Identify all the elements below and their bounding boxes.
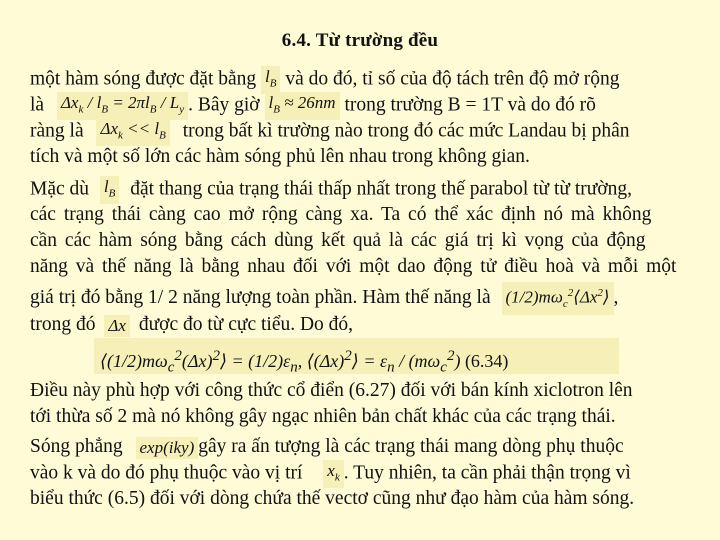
equation-6-34: $⟨(1/2)m\omega_c^2(\Delta x)^2⟩ = (1/2)\varepsilon_n$, $⟨(\Delta x)^2⟩ = \varepsilon_n / (m\omega_c^2)$ (6.34) [94,338,619,374]
text-line: cần các hàm sóng bằng cách dùng kết quả là các giá trị kì vọng của động [30,230,646,251]
text-line [30,176,710,204]
text-span: một hàm sóng được đặt bằng [30,68,257,90]
formula-lB: $l_B$ [261,66,280,94]
formula-lB: $l_B$ [100,176,119,204]
text-span: được đo từ cực tiểu. Do đó, [138,314,354,335]
formula-lB-value: $l_B \approx 26nm$ [265,92,340,120]
text-span: , [613,287,619,308]
text-line: tới thừa số 2 mà nó không gây ngạc nhiên bản chất khác của các trạng thái. [30,406,616,427]
text-line [30,282,710,315]
text-line [30,66,710,94]
text-line: các trạng thái càng cao mở rộng càng xa. Ta có thể xác định nó mà không [30,204,652,225]
text-line: Điều này phù hợp với công thức cổ điển (6.27) đối với bán kính xiclotron lên [30,380,633,401]
text-span: . Bây giờ [188,94,260,116]
text-line [30,460,710,488]
text-span: ràng là [30,120,84,142]
text-span: trong bất kì trường nào trong đó các mức Landau bị phân [182,120,630,142]
text-line [30,118,710,146]
formula-ratio: $\Delta x_k / l_B = 2\pi l_B / L_y$ [57,92,188,120]
text-span: đặt thang của trạng thái thấp nhất trong thế parabol từ từ trường, [130,178,633,200]
text-line [30,92,710,120]
text-line: tích và một số lớn các hàm sóng phủ lên nhau trong không gian. [30,146,530,167]
formula-plane-wave: exp(iky) [136,437,199,459]
text-span: gây ra ấn tượng là các trạng thái mang dòng phụ thuộc [198,436,624,457]
formula-potential: $(1/2)m\omega_c^2⟨\Delta x^2⟩$ [502,282,614,315]
text-span: và do đó, tỉ số của độ tách trên độ mở rộng [285,68,620,90]
formula-xk: $x_k$ [323,460,343,488]
section-title: 6.4. Từ trường đều [281,30,439,51]
formula-delta-x: Δx [104,315,130,337]
text-span: vào k và do đó phụ thuộc vào vị trí [30,462,303,484]
text-line: năng và thế năng là bằng nhau đối với một dao động tử điều hoà và mỗi một [30,256,677,277]
text-span: trong trường B = 1T và do đó rõ [344,94,596,116]
text-span: . Tuy nhiên, ta cần phải thận trọng vì [343,462,631,484]
text-line [30,312,710,338]
text-span: giá trị đó bằng 1/ 2 năng lượng toàn phần. Hàm thế năng là [30,287,491,308]
equation-number: (6.34) [464,351,509,371]
text-span: trong đó [30,314,96,335]
text-span: là [30,94,45,116]
text-line [30,434,710,460]
text-span: Mặc dù [30,178,90,200]
formula-inequality: $\Delta x_k << l_B$ [96,118,169,146]
text-line: biểu thức (6.5) đối với dòng chứa thế vectơ cũng như đạo hàm của hàm sóng. [30,488,635,509]
text-span: Sóng phẳng [30,436,123,457]
